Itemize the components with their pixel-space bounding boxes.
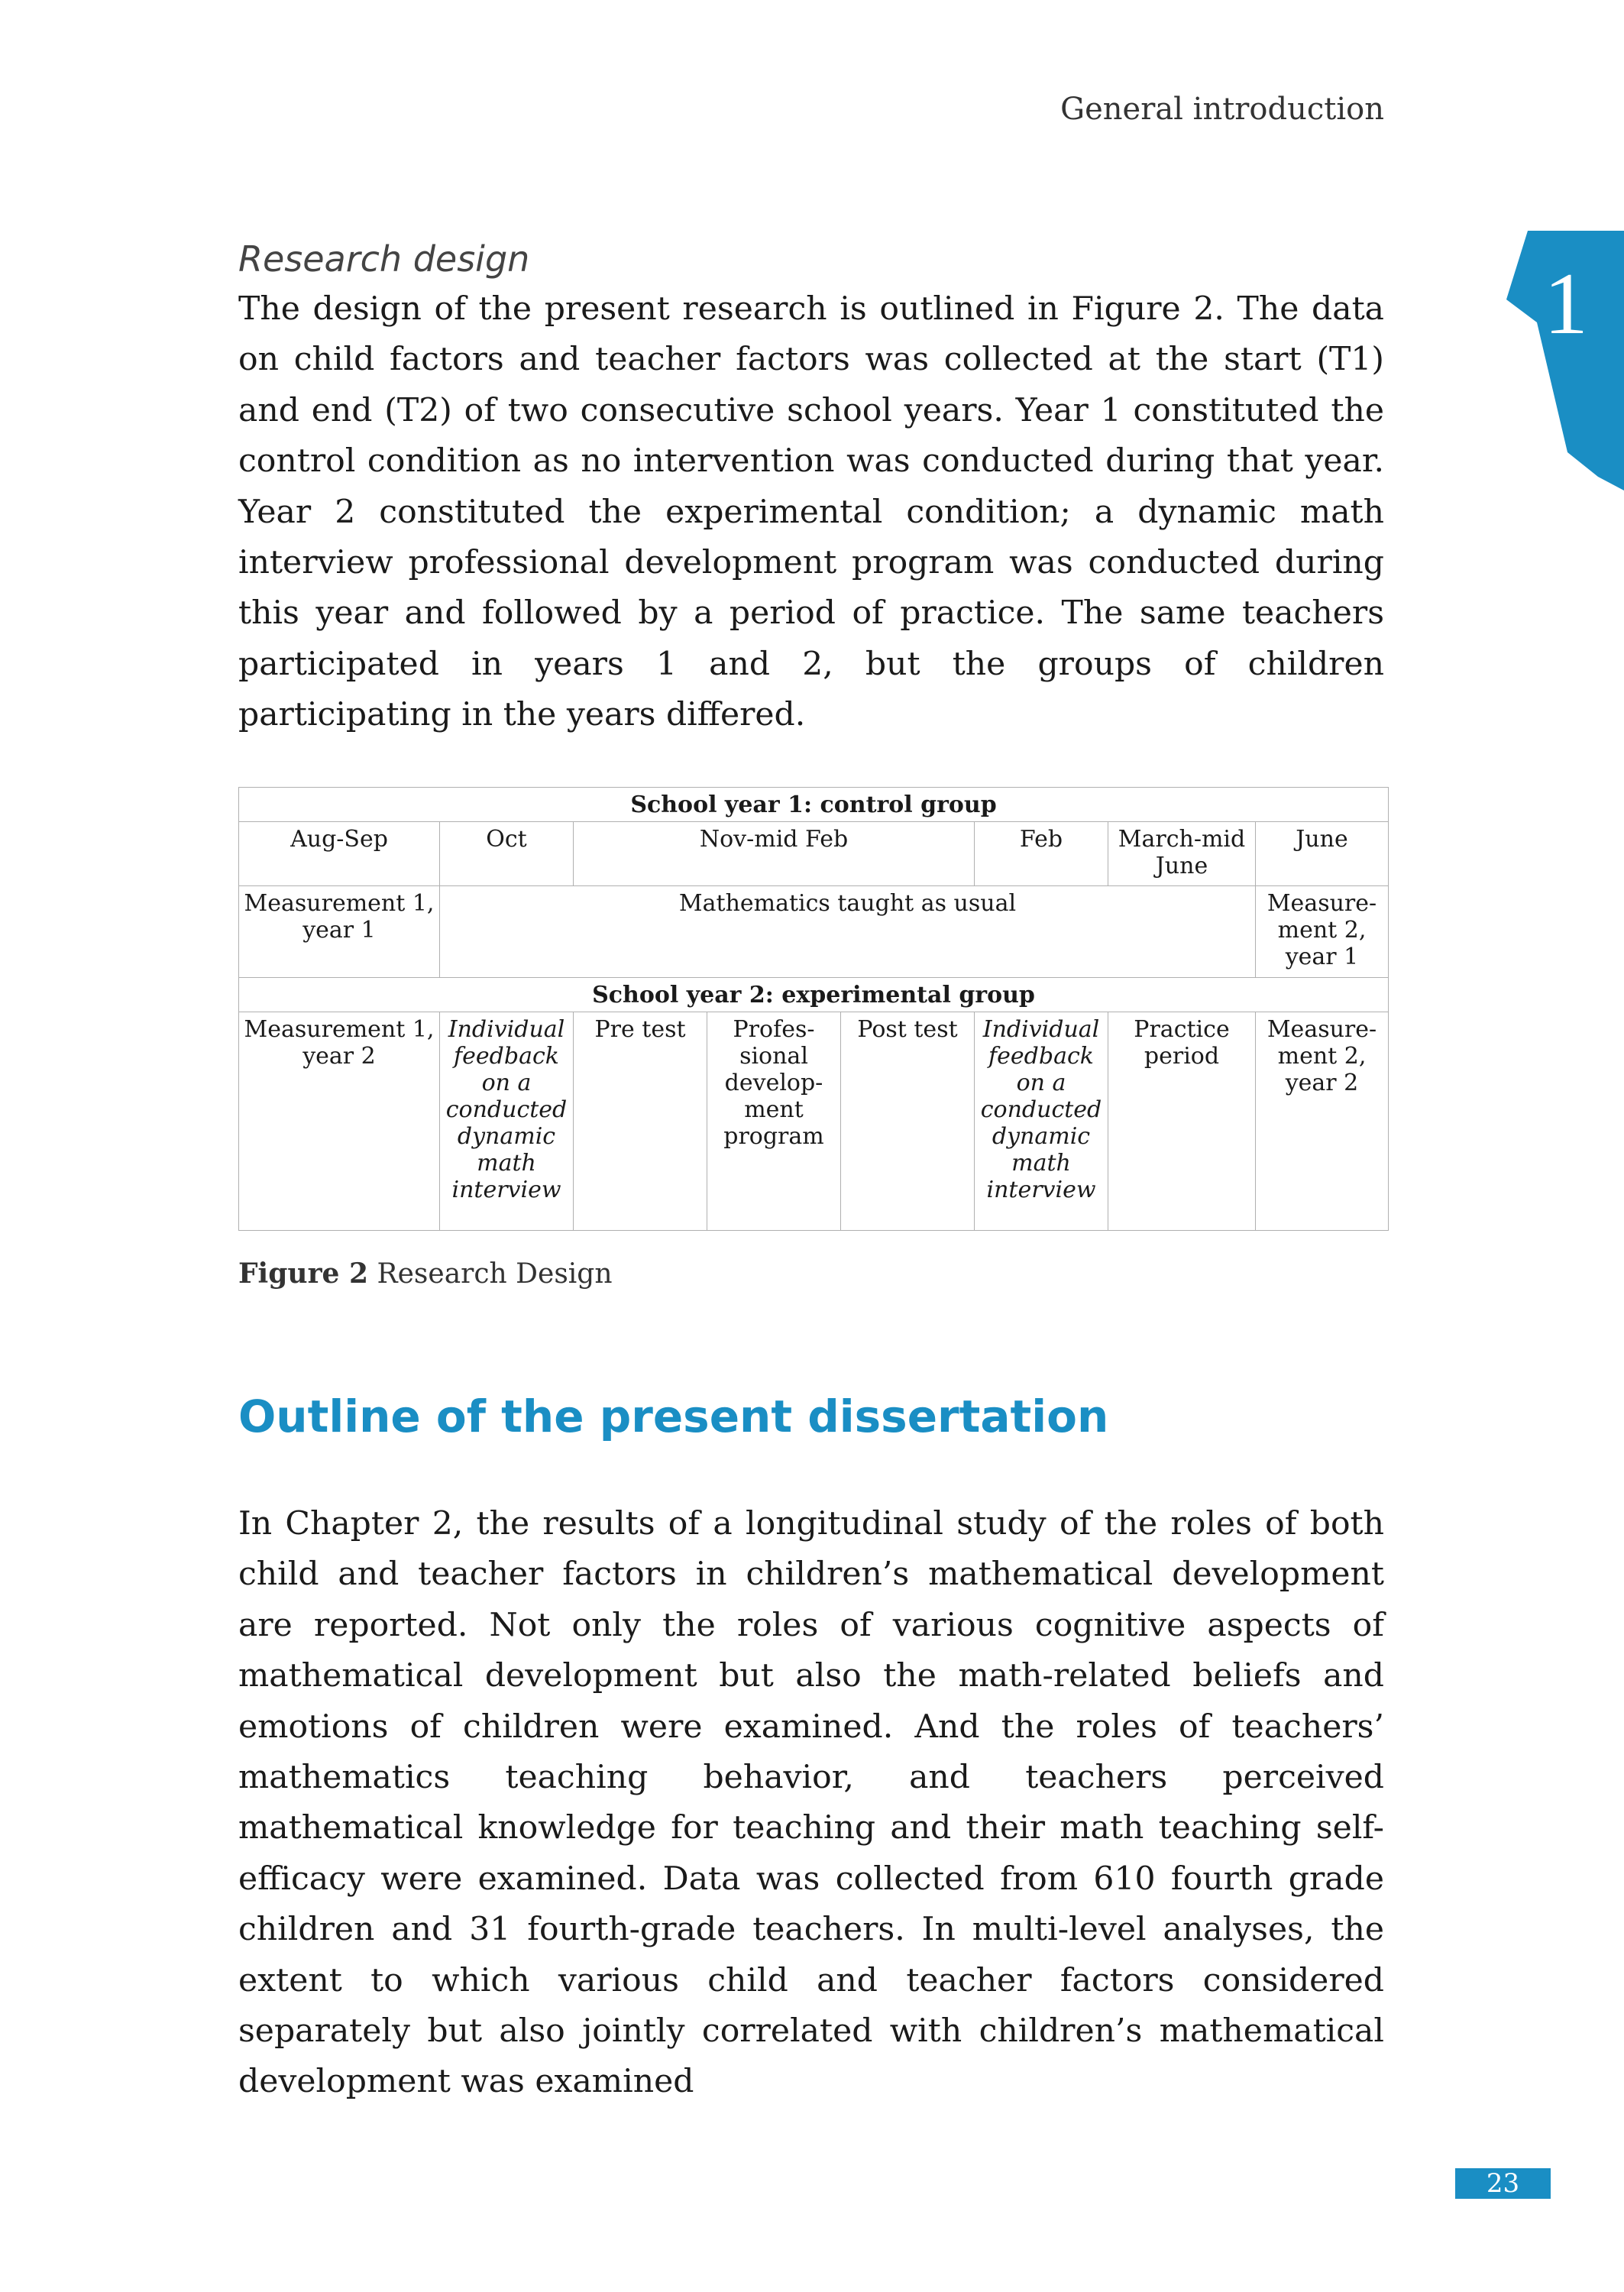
body-paragraph: In Chapter 2, the results of a longitudinal study of the roles of both child and teacher factors in children’s mathematical development are reported. Not only the roles of various cognitive aspects of mathematical development but also the math-related beliefs and emotions of children were examined. And the roles of teachers’ mathematics teaching behavior, and teachers perceived mathematical knowledge for teaching and their math teaching self-efficacy were examined. Data was collected from 610 fourth grade children and 31 fourth-grade teachers. In multi-level analyses, the extent to which various child and teacher factors considered separately but also jointly correlated with children’s mathematical development was examined [238, 1505, 1384, 2101]
year1-measurement-1: Measurement 1, year 1 [239, 886, 440, 978]
month-cell: Feb [975, 822, 1108, 886]
year1-title: School year 1: control group [239, 788, 1389, 822]
month-cell: March-mid June [1108, 822, 1256, 886]
year2-measurement-1: Measurement 1, year 2 [239, 1012, 440, 1231]
figure-caption-label: Figure 2 [238, 1258, 369, 1290]
year2-pd-program: Profes-sional develop-ment program [707, 1012, 841, 1231]
body-paragraph: The design of the present research is outlined in Figure 2. The data on child factors and teacher factors was collected at the start (T1) and end (T2) of two consecutive school years. Year 1 constituted the control condition as no intervention was conducted during that year. Year 2 constituted the experimental condition; a dynamic math interview professional development program was conducted during this year and followed by a period of practice. The same teachers participated in years 1 and 2, but the groups of children participating in the years differed. [238, 290, 1384, 734]
year2-feedback-1: Individual feedback on a conducted dynamic math interview [440, 1012, 574, 1231]
page-number: 23 [1455, 2168, 1551, 2199]
year2-practice: Practice period [1108, 1012, 1256, 1231]
month-cell: Aug-Sep [239, 822, 440, 886]
year2-title: School year 2: experimental group [239, 978, 1389, 1012]
figure-caption-text: Research Design [377, 1258, 613, 1290]
year1-measurement-2: Measure-ment 2, year 1 [1256, 886, 1389, 978]
section-subheading: Research design [238, 238, 530, 280]
year2-feedback-2: Individual feedback on a conducted dynamic math interview [975, 1012, 1108, 1231]
running-head: General introduction [1060, 92, 1384, 127]
chapter-number: 1 [1544, 255, 1588, 353]
year2-pretest: Pre test [574, 1012, 707, 1231]
year2-posttest: Post test [841, 1012, 975, 1231]
research-design-figure [238, 787, 1389, 1231]
figure-caption [238, 1258, 613, 1290]
month-cell: Oct [440, 822, 574, 886]
section-title: Outline of the present dissertation [238, 1390, 1109, 1442]
year2-measurement-2: Measure-ment 2, year 2 [1256, 1012, 1389, 1231]
month-cell: Nov-mid Feb [574, 822, 975, 886]
year1-teaching: Mathematics taught as usual [440, 886, 1256, 978]
month-cell: June [1256, 822, 1389, 886]
